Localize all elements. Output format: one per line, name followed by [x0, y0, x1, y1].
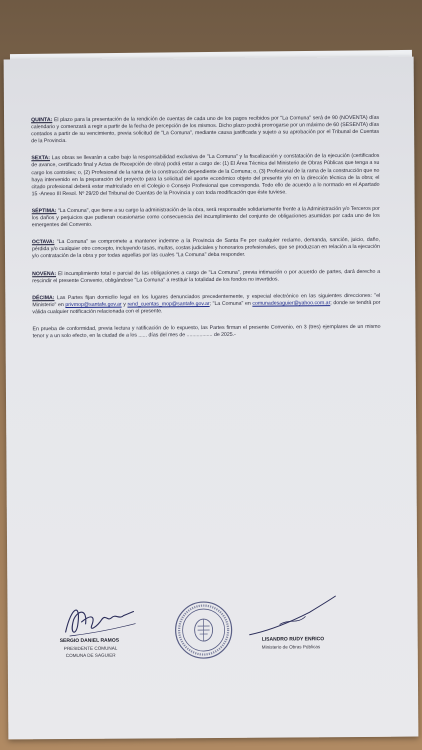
document-page — [4, 57, 419, 740]
clause-title: QUINTA: — [31, 117, 53, 124]
signatory-role-left: PRESIDENTE COMUNAL — [63, 645, 118, 652]
signatory-role-right: Ministerio de Obras Públicas — [261, 644, 321, 650]
clause-text: "La Comuna", que tiene a su cargo la administración de la obra, será responsable solidariamente frente a la Administración y/o Terceros por los daños y perjuicios que pudieran ocasionarse como consecuencia del incumplimiento del conjunto de obligaciones asumidas por cada uno de los emergentes del Convenio. — [31, 205, 380, 229]
clause-text: ; donde se tendrá por válida cualquier notificación relacionada con el presente. — [32, 299, 381, 316]
clause-text: Las obras se llevarán a cabo bajo la responsabilidad exclusiva de "La Comuna" y la fiscalización y constatación de la ejecución (certificados de avance, certificado final y Actas de Recepción de obra) podrá estar a cargo de: (1) El Área Técnica del Ministerio de Obras Públicas que tenga a su cargo los controles; o, (2) Profesional de la rama de la construcción dependiente de la Comuna; o, (3) Profesional de la rama de la construcción que no haya intervenido en la preparación del proyecto para la solicitud del aporte económico objeto del presente y/o en la dirección técnica de la obra; el citado profesional deberá estar matriculado en el Colegio o Consejo Profesional que corresponda. Todo ello de acuerdo a lo normado en el Apartado 15 -Anexo III Resol. Nº 29/20 del Tribunal de Cuentas de la Provincia y con toda modificación que éste tuviese. — [31, 153, 380, 198]
document-body — [31, 115, 381, 351]
official-seal — [173, 600, 233, 660]
clause-text: El incumplimiento total o parcial de las obligaciones a cargo de "La Comuna", previa intimación o por acuerdo de partes, dará derecho a rescindir el presente Convenio, obligándose "La Comuna" a restituir la totalidad de los fondos no invertidos. — [32, 268, 381, 284]
signature-right — [239, 594, 350, 675]
clause-text: y — [121, 301, 128, 308]
clause-text: "La Comuna" se compromete a mantener indemne a la Provincia de Santa Fe por cualquier reclamo, demanda, sanción, juicio, daño, pérdida y/o cualquier otro concepto, incluyendo tasas, multas, costas judiciales y honorarios profesionales, que se produzcan en relación a la ejecución y/o contratación de la obra y por todas aquellas por las cuales "La Comuna" deba responder. — [31, 237, 380, 260]
email-link-rend-cuentas[interactable]: rend_cuentas_mop@santafe.gov.ar — [127, 300, 210, 308]
clause-text: ; "La Comuna" en — [209, 300, 253, 307]
closing-paragraph: En prueba de conformidad, previa lectura y ratificación de lo expuesto, las Partes firman el presente Convenio, en 3 (tres) ejemplares de un mismo tenor y a un solo efecto, en la ciudad de a los ...... días del mes de .................. de 2025.- — [32, 323, 381, 340]
clause-title: SÉPTIMA: — [31, 208, 57, 215]
signature-left — [51, 595, 142, 676]
clause-title: DÉCIMA: — [32, 294, 55, 301]
signatory-name-left: SERGIO DANIEL RAMOS — [59, 637, 120, 645]
clause-sexta — [31, 153, 379, 198]
clause-decima — [32, 293, 380, 317]
clause-title: SEXTA: — [31, 155, 50, 162]
clause-octava — [32, 237, 380, 261]
handwritten-signature-right — [239, 594, 349, 643]
handwritten-signature-left — [51, 595, 141, 641]
clause-quinta — [31, 115, 379, 146]
clause-novena — [32, 268, 380, 285]
clause-text: El plazo para la presentación de la rendición de cuentas de cada uno de los pagos recibidos por "La Comuna" será de 90 (NOVENTA) días calendario y comenzará a regir a partir de la fecha de percepción de los mismos. Dicho plazo podrá prorrogarse por un máximo de 60 (SESENTA) días contados a partir de su vencimiento, previa solicitud de "La Comuna", mediante causa justificada y sujeto a su aprobación por el Tribunal de Cuentas de la Provincia. — [31, 114, 380, 145]
signatory-name-right: LISANDRO RUDY ENRICO — [261, 636, 325, 643]
signatory-org-left: COMUNA DE SAGUIER — [65, 652, 116, 659]
email-link-privmop[interactable]: privmop@santafe.gov.ar — [65, 301, 122, 308]
clause-title: NOVENA: — [32, 270, 57, 277]
email-link-comuna[interactable]: comunadesaguier@yahoo.com.ar — [252, 299, 331, 307]
clause-septima — [32, 206, 380, 230]
clause-title: OCTAVA: — [31, 239, 55, 246]
clause-text: Las Partes fijan domicilio legal en los lugares denunciados precedentemente, y especial electrónico en las siguientes direcciones: "el Ministerio" en — [32, 292, 381, 309]
